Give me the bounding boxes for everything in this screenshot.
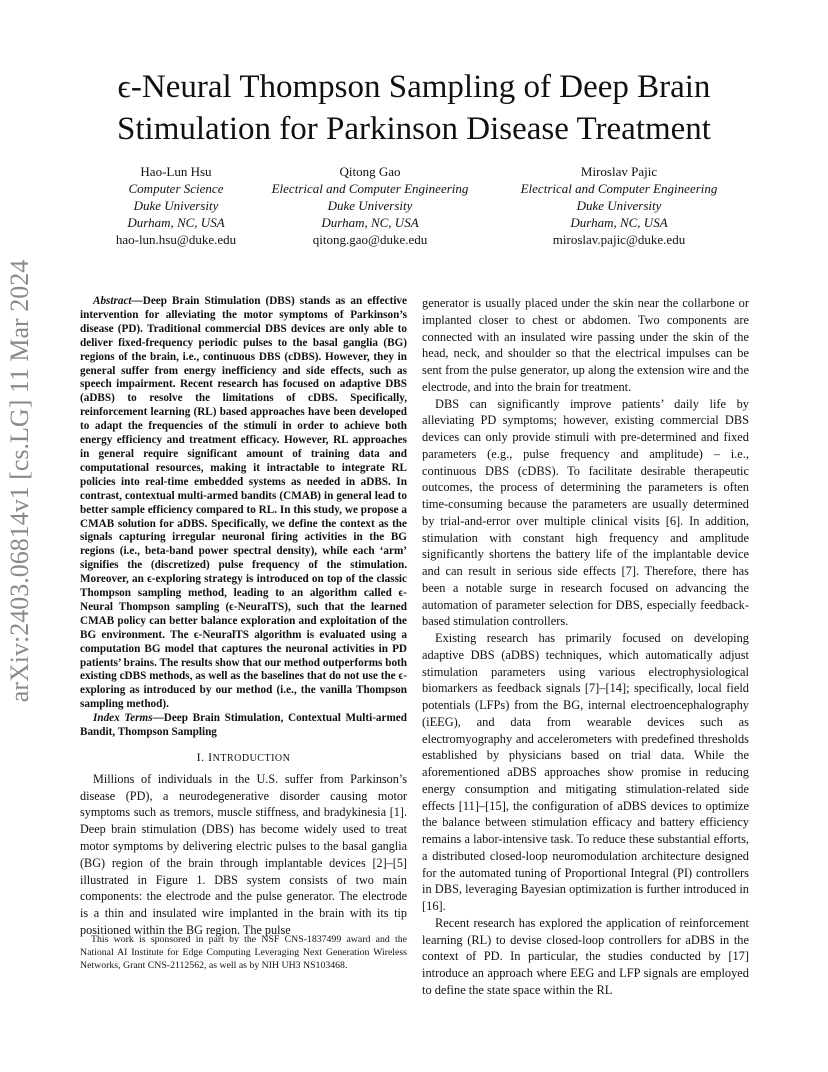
author-org: Duke University xyxy=(133,198,219,213)
title-line-2: Stimulation for Parkinson Disease Treatment xyxy=(117,111,711,147)
author-dept: Computer Science xyxy=(128,181,224,196)
index-terms xyxy=(80,712,407,740)
author-org: Duke University xyxy=(327,198,413,213)
right-column xyxy=(422,295,749,999)
author-email[interactable]: miroslav.pajic@duke.edu xyxy=(552,232,686,247)
intro-paragraph-2: generator is usually placed under the skin near the collarbone or implanted closer to chest or abdomen. Two components are connected with an insulated wire passing under the skin of the head, neck, and shoulder so that the electrical impulses can be sent from the pulse generator, up along the extension wire and the electrode, and into the brain for treatment. xyxy=(422,296,749,394)
author-block-2 xyxy=(240,163,500,248)
index-terms-text: —Deep Brain Stimulation, Contextual Multi-armed Bandit, Thompson Sampling xyxy=(80,712,407,739)
author-name: Qitong Gao xyxy=(339,164,401,179)
abstract-text: —Deep Brain Stimulation (DBS) stands as an effective intervention for alleviating the motor symptoms of Parkinson’s disease (PD). Traditional commercial DBS devices are only able to deliver fixed-frequency periodic pulses to the basal ganglia (BG) regions of the brain, i.e., continuous DBS (cDBS). However, they in general suffer from energy inefficiency and side effects, such as speech impairment. Recent research has focused on adaptive DBS (aDBS) to resolve the limitations of cDBS. Specifically, reinforcement learning (RL) based approaches have been developed to adapt the frequencies of the stimuli in order to achieve both energy efficiency and treatment efficacy. However, RL approaches in general require significant amount of training data and computational resources, making it intractable to integrate RL policies into real-time embedded systems as needed in aDBS. In contrast, contextual multi-armed bandits (CMAB) in general lead to better sample efficiency compared to RL. In this study, we propose a CMAB solution for aDBS. Specifically, we define the context as the signals capturing irregular neuronal firing activities in the BG regions (i.e., beta-band power spectral density), while each ‘arm’ signifies the (discretized) pulse frequency of the stimulation. Moreover, an ϵ-exploring strategy is introduced on top of the classic Thompson sampling method, leading to an algorithm called ϵ-Neural Thompson sampling (ϵ-NeuralTS), such that the learned CMAB policy can better balance exploration and exploitation of the BG environment. The ϵ-NeuralTS algorithm is evaluated using a computation BG model that captures the neuronal activities in PD patients’ brains. The results show that our method outperforms both existing cDBS methods, as well as the baselines that do not use the ϵ-exploring as introduced by our method (i.e., the vanilla Thompson sampling method). xyxy=(80,295,407,711)
author-email[interactable]: qitong.gao@duke.edu xyxy=(312,232,428,247)
author-email[interactable]: hao-lun.hsu@duke.edu xyxy=(115,232,237,247)
author-location: Durham, NC, USA xyxy=(570,215,668,230)
author-location: Durham, NC, USA xyxy=(321,215,419,230)
author-name: Miroslav Pajic xyxy=(580,164,658,179)
author-name: Hao-Lun Hsu xyxy=(140,164,212,179)
footnote: This work is sponsored in part by the NSF CNS-1837499 award and the National AI Institute for Edge Computing Leveraging Next Generation Wireless Networks, Grant CNS-2112562, as well as by NIH UH3 NS103468. xyxy=(80,934,407,971)
arxiv-identifier[interactable]: arXiv:2403.06814v1 [cs.LG] 11 Mar 2024 xyxy=(5,259,34,703)
index-terms-label: Index Terms xyxy=(93,712,153,725)
left-column xyxy=(80,295,407,939)
intro-paragraph-1: Millions of individuals in the U.S. suffer from Parkinson’s disease (PD), a neurodegenerative disorder causing motor symptoms such as tremors, muscle stiffness, and bradykinesia [1]. Deep brain stimulation (DBS) has become widely used to treat motor symptoms by delivering electric pulses to the basal ganglia (BG) region of the brain through implantable devices [2]–[5] illustrated in Figure 1. DBS system consists of two main components: the electrode and the pulse generator. The electrode is a thin and insulated wire implanted in the brain with its tip positioned within the BG region. The pulse xyxy=(80,771,407,937)
section-number: I. xyxy=(196,750,209,764)
abstract-label: Abstract xyxy=(93,295,132,307)
paper-title xyxy=(40,66,788,150)
author-org: Duke University xyxy=(576,198,662,213)
section-title-rest: NTRODUCTION xyxy=(212,753,291,764)
abstract xyxy=(80,295,407,712)
author-dept: Electrical and Computer Engineering xyxy=(271,181,469,196)
intro-paragraph-4: Existing research has primarily focused on developing adaptive DBS (aDBS) techniques, which automatically adjust stimulation parameters using various electrophysiological biomarkers as feedback signals [7]–[14]; specifically, local field potentials (LFPs) from the BG, internal electroencephalography (iEEG), and data from wearable devices such as electromyography and accelerometers with predefined thresholds established by physicians based on trial data. While the aforementioned aDBS approaches show promise in reducing energy consumption and mitigating stimulation-related side effects [11]–[15], the configuration of aDBS devices to optimize the balance between stimulation efficacy and battery efficiency remains a labor-intensive task. To reduce these substantial efforts, a distributed closed-loop neuromodulation architecture designed for the automated tuning of Proportional Integral (PI) controllers in DBS, leveraging Bayesian optimization is further introduced in [16]. xyxy=(422,631,749,913)
author-location: Durham, NC, USA xyxy=(127,215,225,230)
intro-paragraph-3: DBS can significantly improve patients’ daily life by alleviating PD symptoms; however, existing commercial DBS devices can only provide stimuli with pre-determined and fixed parameters (e.g., pulse frequency and amplitude) – i.e., continuous DBS (cDBS). To facilitate desirable therapeutic outcomes, the process of determining the parameters is often time-consuming because the parameters are usually determined by trial-and-error over multiple clinical visits [6]. In addition, stimulation with constant high frequency and amplitude significantly shortens the battery life of the implantable device and can result in serious side effects [7]. Therefore, there has been a notable surge in research focused on advancing the automation of parameter selection for DBS, especially feedback-based stimulation controllers. xyxy=(422,396,749,629)
author-dept: Electrical and Computer Engineering xyxy=(520,181,718,196)
section-title-initial: I xyxy=(208,750,213,764)
section-heading-introduction xyxy=(80,749,407,768)
author-block-3 xyxy=(489,163,749,248)
title-line-1: ϵ-Neural Thompson Sampling of Deep Brain xyxy=(117,69,711,105)
intro-paragraph-5: Recent research has explored the application of reinforcement learning (RL) to devise closed-loop controllers for aDBS in the context of PD. In particular, the studies conducted by [17] introduce an approach where EEG and LFP signals are employed to define the state space within the RL xyxy=(422,915,749,997)
